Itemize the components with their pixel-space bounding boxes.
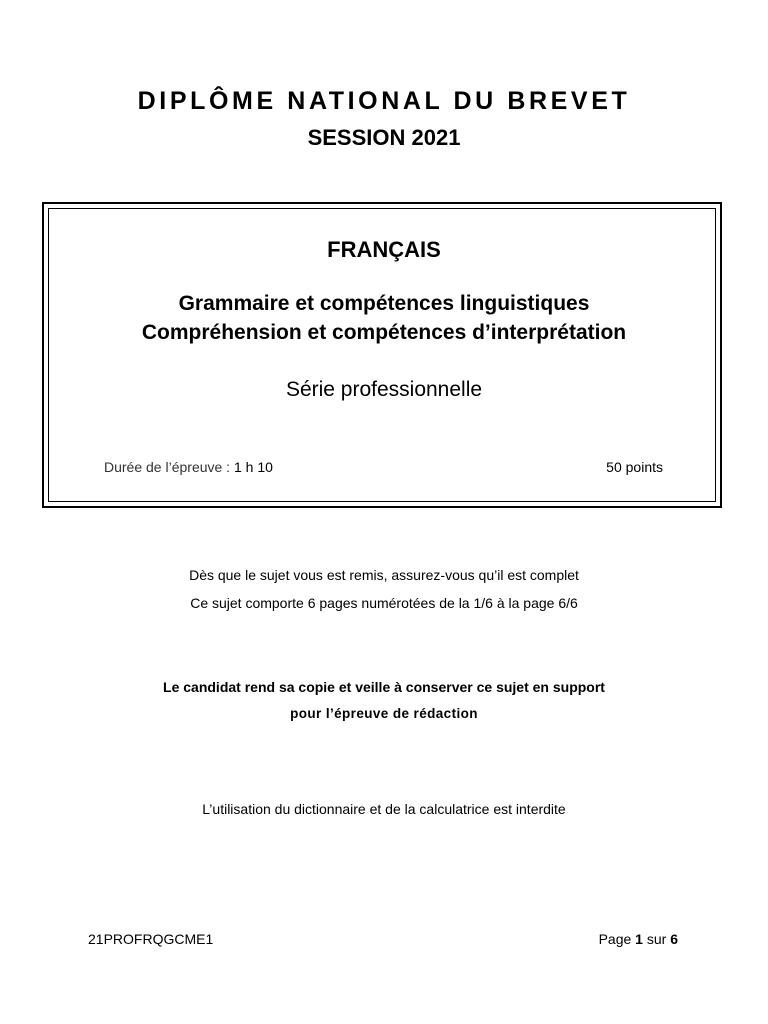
duration [104,458,273,476]
subject-title: FRANÇAIS [327,237,441,262]
page-title: DIPLÔME NATIONAL DU BREVET [137,87,631,115]
duration-value: 1 h 10 [233,459,273,475]
notice-page-count: Ce sujet comporte 6 pages numérotées de la 1/6 à la page 6/6 [190,595,578,611]
footer-page-sep: sur [642,931,671,947]
points: 50 points [606,459,663,475]
duration-label: Durée de l’épreuve : [104,459,234,475]
footer-page-prefix: Page [598,931,636,947]
notice-keep-subject-1: Le candidat rend sa copie et veille à conserver ce sujet en support [163,679,605,695]
notice-forbidden: L’utilisation du dictionnaire et de la calculatrice est interdite [202,801,566,817]
serie-label: Série professionnelle [285,378,483,401]
notice-check-complete: Dès que le sujet vous est remis, assurez-vous qu’il est complet [189,567,579,583]
session-title: SESSION 2021 [307,125,461,150]
footer-code: 21PROFRQGCME1 [88,931,214,947]
footer-page-total: 6 [670,931,678,947]
footer-page [599,930,678,948]
notice-keep-subject-2: pour l’épreuve de rédaction [290,706,478,721]
subject-line-comprehension: Compréhension et compétences d’interprétation [141,321,627,344]
subject-line-grammar: Grammaire et compétences linguistiques [178,292,590,315]
footer-page-current: 1 [635,931,643,947]
